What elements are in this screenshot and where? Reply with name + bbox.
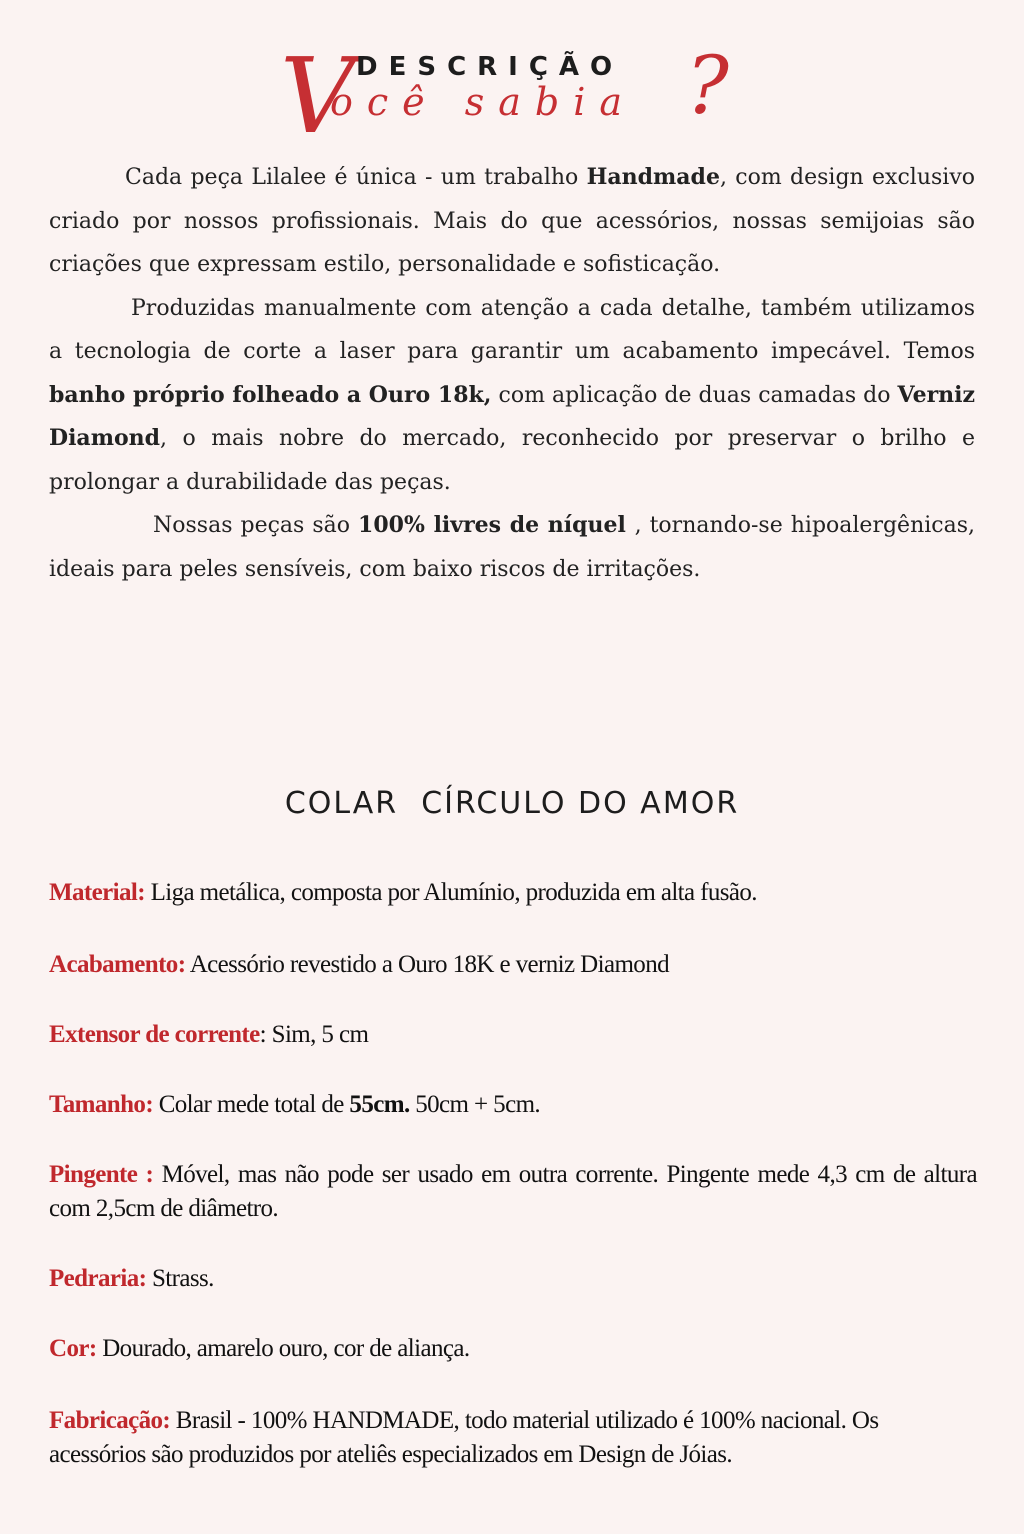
- spec-label: Acabamento:: [49, 951, 186, 978]
- script-question-mark: ?: [686, 39, 729, 132]
- description-text: [49, 156, 975, 591]
- product-title: COLAR CÍRCULO DO AMOR: [284, 786, 740, 821]
- spec-extensor: [49, 1018, 977, 1052]
- spec-label: Extensor de corrente: [49, 1021, 260, 1048]
- spec-acabamento: [49, 948, 977, 982]
- spec-value: Acessório revestido a Ouro 18K e verniz Diamond: [185, 951, 670, 978]
- descricao-heading: DESCRIÇÃO: [356, 52, 624, 82]
- spec-cor: [49, 1332, 977, 1366]
- spec-label: Tamanho:: [49, 1091, 154, 1118]
- script-letter-v: V: [280, 35, 356, 157]
- spec-value: Dourado, amarelo ouro, cor de aliança.: [96, 1335, 470, 1362]
- script-voce-sabia: ocê sabia: [330, 80, 637, 124]
- spec-value: Liga metálica, composta por Alumínio, produzida em alta fusão.: [144, 879, 757, 906]
- spec-label: Fabricação:: [49, 1407, 171, 1434]
- spec-value: : Sim, 5 cm: [259, 1021, 369, 1048]
- header: [0, 35, 1024, 157]
- spec-value: Brasil - 100% HANDMADE, todo material utilizado é 100% nacional. Os acessórios são produzidos por ateliês especializados em Design de Jóias.: [49, 1407, 879, 1468]
- spec-value: Strass.: [146, 1265, 214, 1292]
- spec-pedraria: [49, 1262, 977, 1296]
- spec-label: Pingente :: [49, 1161, 154, 1188]
- spec-pingente: [49, 1158, 977, 1226]
- spec-tamanho: [49, 1088, 977, 1122]
- description-paragraph-1: Cada peça Lilalee é única - um trabalho Handmade, com design exclusivo criado por nossos profissionais. Mais do que acessórios, nossas semijoias são criações que expressam estilo, personalidade e sofisticação.: [49, 164, 975, 277]
- spec-value: Colar mede total de: [153, 1091, 350, 1118]
- spec-label: Cor:: [49, 1335, 97, 1362]
- description-paragraph-3: Nossas peças são 100% livres de níquel , tornando-se hipoalergênicas, ideais para peles sensíveis, com baixo riscos de irritações.: [49, 512, 975, 582]
- spec-value: 50cm + 5cm.: [409, 1091, 541, 1118]
- spec-value-bold: 55cm.: [349, 1091, 410, 1118]
- spec-value: Móvel, mas não pode ser usado em outra corrente. Pingente mede 4,3 cm de altura com 2,5cm de diâmetro.: [49, 1161, 977, 1222]
- spec-label: Pedraria:: [49, 1265, 147, 1292]
- spec-fabricacao: [49, 1404, 977, 1472]
- spec-material: [49, 876, 977, 910]
- spec-label: Material:: [49, 879, 145, 906]
- description-paragraph-2: Produzidas manualmente com atenção a cada detalhe, também utilizamos a tecnologia de corte a laser para garantir um acabamento impecável. Temos banho próprio folheado a Ouro 18k, com aplicação de duas camadas do Verniz Diamond, o mais nobre do mercado, reconhecido por preservar o brilho e prolongar a durabilidade das peças.: [49, 295, 976, 495]
